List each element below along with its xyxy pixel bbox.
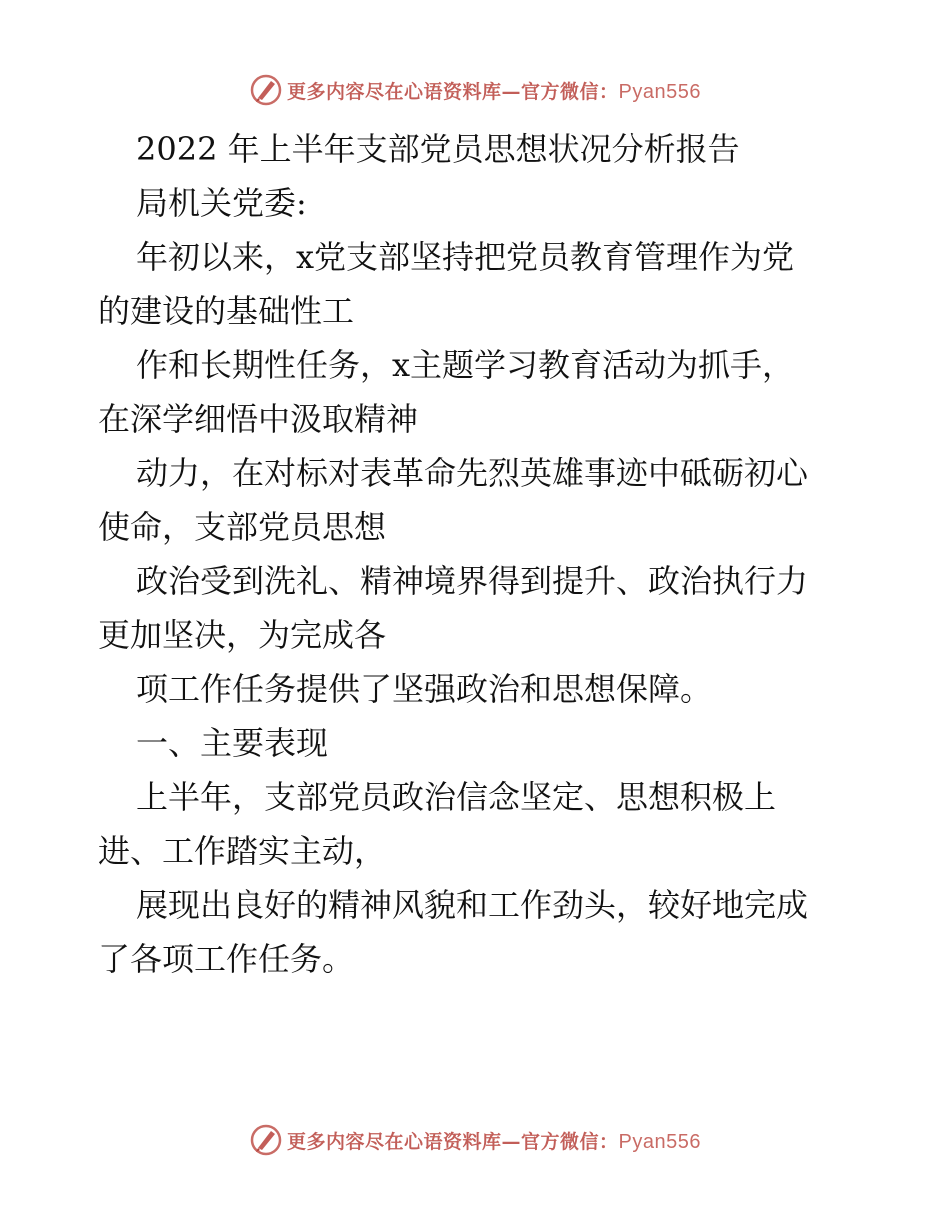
paragraph-line: 了各项工作任务。 [98,940,355,978]
quill-pen-logo-icon [249,73,283,107]
paragraph-line: 政治受到洗礼、精神境界得到提升、政治执行力 [136,562,809,600]
section-heading: 一、主要表现 [136,724,329,762]
paragraph-line: 年初以来，x党支部坚持把党员教育管理作为党 [136,238,795,276]
paragraph-line: 更加坚决，为完成各 [98,616,387,654]
paragraph-line: 展现出良好的精神风貌和工作劲头，较好地完成 [136,886,809,924]
paragraph-line: 使命，支部党员思想 [98,508,387,546]
watermark-text: 更多内容尽在心语资料库—官方微信：Pyan556 [287,80,701,103]
paragraph-line: 在深学细悟中汲取精神 [98,400,419,438]
paragraph-line: 作和长期性任务，x主题学习教育活动为抓手， [136,346,795,384]
document-title: 2022 年上半年支部党员思想状况分析报告 [136,130,740,168]
paragraph-line: 进、工作踏实主动， [98,832,387,870]
watermark-text: 更多内容尽在心语资料库—官方微信：Pyan556 [287,1130,701,1153]
paragraph-line: 动力，在对标对表革命先烈英雄事迹中砥砺初心 [136,454,809,492]
quill-pen-logo-icon [249,1123,283,1157]
paragraph-line: 上半年，支部党员政治信念坚定、思想积极上 [136,778,777,816]
document-body [98,122,858,986]
watermark-footer [0,1120,950,1160]
paragraph-line: 的建设的基础性工 [98,292,355,330]
watermark-wechat-id: Pyan556 [618,80,701,103]
watermark-wechat-id: Pyan556 [618,1130,701,1153]
watermark-header [0,70,950,110]
document-recipient: 局机关党委: [136,184,307,222]
paragraph-line: 项工作任务提供了坚强政治和思想保障。 [136,670,713,708]
